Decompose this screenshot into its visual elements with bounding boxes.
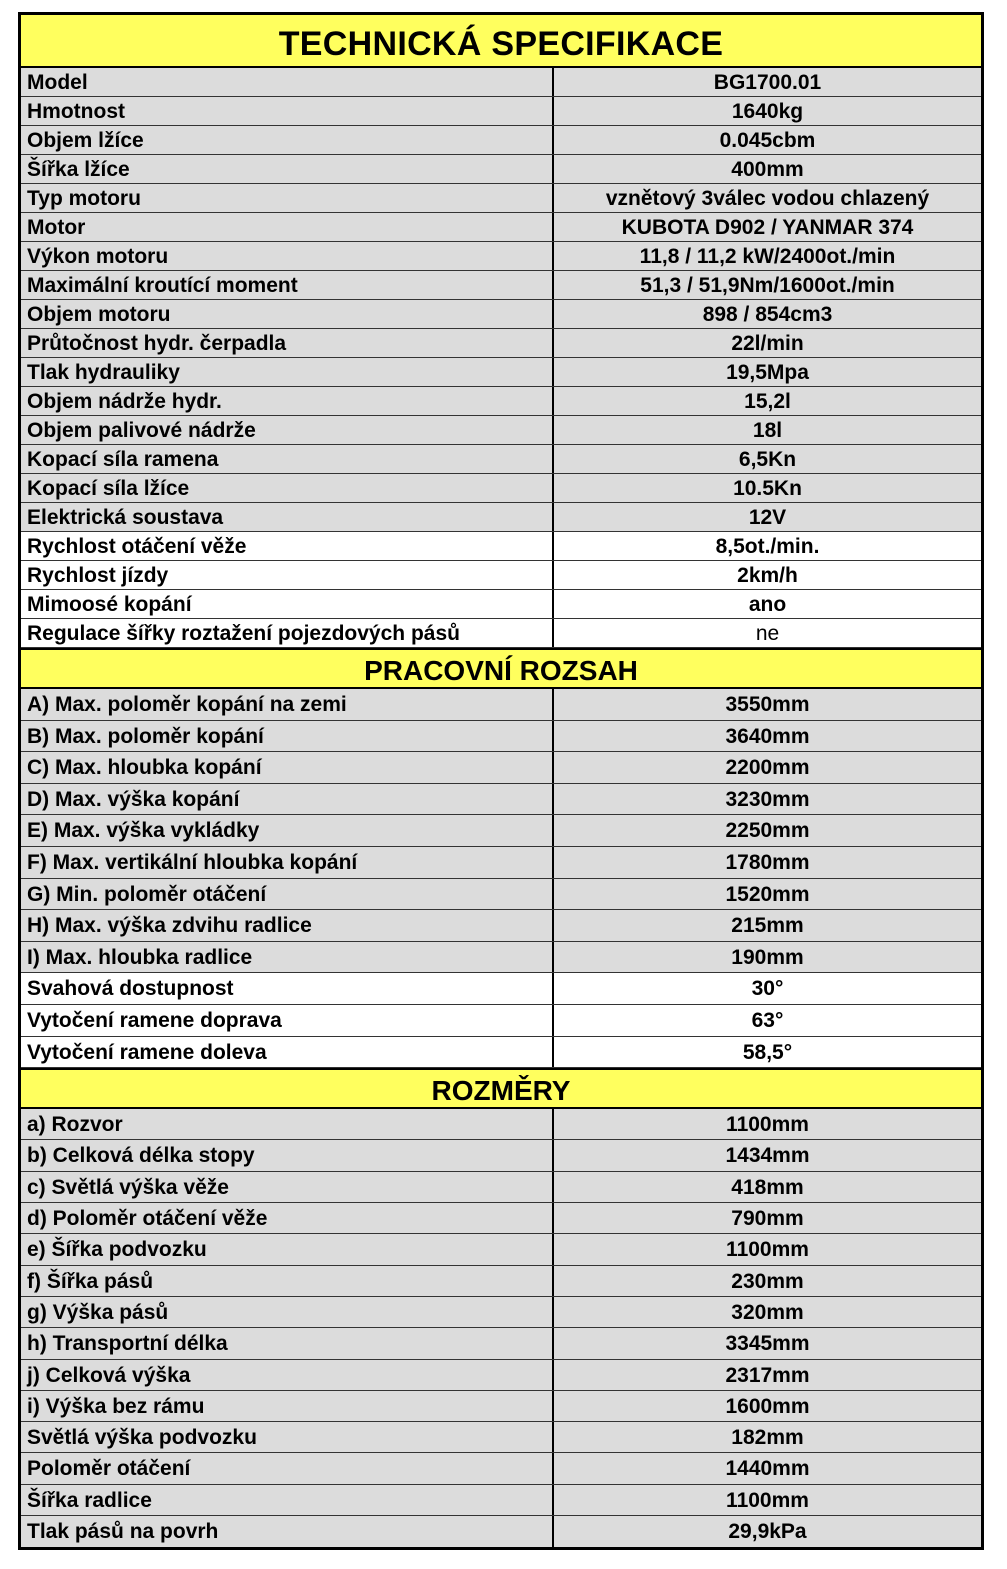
spec-row — [21, 784, 981, 816]
spec-row — [21, 184, 981, 213]
section-dimensions — [21, 1068, 981, 1547]
spec-row — [21, 1037, 981, 1069]
spec-label: Světlá výška podvozku — [21, 1422, 554, 1452]
spec-row — [21, 1391, 981, 1422]
section-title: TECHNICKÁ SPECIFIKACE — [21, 15, 981, 68]
spec-value: 3345mm — [725, 1332, 810, 1356]
spec-row — [21, 1485, 981, 1516]
spec-sheet — [18, 12, 984, 1550]
spec-value: 51,3 / 51,9Nm/1600ot./min — [640, 274, 895, 297]
spec-value: 6,5Kn — [738, 448, 797, 471]
spec-value: 15,2l — [744, 390, 791, 413]
spec-row — [21, 445, 981, 474]
spec-value: 1600mm — [725, 1394, 810, 1418]
spec-value: 215mm — [731, 914, 804, 938]
spec-row — [21, 416, 981, 445]
spec-label: Tlak hydrauliky — [21, 358, 554, 386]
spec-value: 0.045cbm — [719, 129, 816, 152]
section-technical-specification — [21, 15, 981, 648]
spec-value: vznětový 3válec vodou chlazený — [605, 187, 930, 210]
spec-value: 182mm — [731, 1426, 804, 1450]
spec-row — [21, 1328, 981, 1359]
spec-value: 2km/h — [737, 564, 798, 587]
spec-label: Šířka radlice — [21, 1485, 554, 1515]
spec-value: 2250mm — [725, 819, 810, 843]
spec-label: Motor — [21, 213, 554, 241]
spec-row — [21, 973, 981, 1005]
spec-label: g) Výška pásů — [21, 1297, 554, 1327]
spec-value: KUBOTA D902 / YANMAR 374 — [621, 216, 914, 239]
spec-value: 320mm — [731, 1300, 804, 1324]
spec-label: j) Celková výška — [21, 1360, 554, 1390]
spec-label: Model — [21, 68, 554, 96]
spec-label: Mimoosé kopání — [21, 590, 554, 618]
spec-value: 18l — [752, 419, 783, 442]
spec-value: 1100mm — [726, 1238, 809, 1262]
spec-value: 19,5Mpa — [726, 361, 809, 384]
spec-label: H) Max. výška zdvihu radlice — [21, 910, 554, 941]
spec-label: e) Šířka podvozku — [21, 1234, 554, 1264]
spec-row — [21, 532, 981, 561]
spec-row — [21, 721, 981, 753]
spec-value: 400mm — [731, 158, 804, 181]
spec-label: c) Světlá výška věže — [21, 1172, 554, 1202]
spec-value: 230mm — [731, 1269, 804, 1293]
spec-label: Vytočení ramene doleva — [21, 1037, 554, 1068]
spec-label: Objem motoru — [21, 300, 554, 328]
spec-row — [21, 503, 981, 532]
spec-row — [21, 847, 981, 879]
spec-value: 2200mm — [725, 756, 810, 780]
spec-row — [21, 619, 981, 648]
spec-label: Kopací síla lžíce — [21, 474, 554, 502]
spec-value: 418mm — [731, 1175, 804, 1199]
spec-label: C) Max. hloubka kopání — [21, 752, 554, 783]
spec-label: Objem palivové nádrže — [21, 416, 554, 444]
spec-row — [21, 1234, 981, 1265]
spec-label: d) Poloměr otáčení věže — [21, 1203, 554, 1233]
section-title: ROZMĚRY — [21, 1068, 981, 1109]
spec-row — [21, 752, 981, 784]
spec-value: 1440mm — [725, 1457, 810, 1481]
spec-value: 1100mm — [726, 1113, 809, 1137]
spec-row — [21, 910, 981, 942]
spec-row — [21, 815, 981, 847]
spec-row — [21, 358, 981, 387]
spec-label: i) Výška bez rámu — [21, 1391, 554, 1421]
spec-row — [21, 97, 981, 126]
spec-value: 790mm — [731, 1207, 804, 1231]
spec-value: ano — [748, 593, 787, 616]
spec-value: 190mm — [731, 945, 804, 969]
spec-value: 22l/min — [731, 332, 804, 355]
spec-row — [21, 561, 981, 590]
spec-label: Kopací síla ramena — [21, 445, 554, 473]
spec-label: Poloměr otáčení — [21, 1453, 554, 1483]
spec-value: 8,5ot./min. — [715, 535, 820, 558]
section-working-range — [21, 648, 981, 1068]
spec-value: 2317mm — [725, 1363, 810, 1387]
spec-label: f) Šířka pásů — [21, 1266, 554, 1296]
spec-label: a) Rozvor — [21, 1109, 554, 1139]
spec-row — [21, 1109, 981, 1140]
spec-row — [21, 126, 981, 155]
spec-value: 3550mm — [725, 693, 810, 716]
spec-row — [21, 271, 981, 300]
spec-row — [21, 387, 981, 416]
spec-row — [21, 1422, 981, 1453]
spec-label: A) Max. poloměr kopání na zemi — [21, 689, 554, 720]
spec-label: F) Max. vertikální hloubka kopání — [21, 847, 554, 878]
spec-value: 1434mm — [725, 1144, 810, 1168]
spec-row — [21, 300, 981, 329]
spec-row — [21, 590, 981, 619]
spec-label: Výkon motoru — [21, 242, 554, 270]
spec-row — [21, 1172, 981, 1203]
spec-value: 12V — [748, 506, 787, 529]
spec-label: Regulace šířky roztažení pojezdových pásů — [21, 619, 554, 647]
spec-row — [21, 1360, 981, 1391]
spec-value: 1100mm — [726, 1488, 809, 1512]
spec-row — [21, 1005, 981, 1037]
spec-value: 58,5° — [742, 1040, 793, 1064]
spec-label: Objem nádrže hydr. — [21, 387, 554, 415]
spec-row — [21, 689, 981, 721]
spec-label: Objem lžíce — [21, 126, 554, 154]
spec-value: 1780mm — [725, 850, 810, 874]
spec-label: Svahová dostupnost — [21, 973, 554, 1004]
spec-label: I) Max. hloubka radlice — [21, 942, 554, 973]
spec-value: 63° — [751, 1008, 784, 1032]
spec-row — [21, 329, 981, 358]
spec-label: Typ motoru — [21, 184, 554, 212]
spec-label: Vytočení ramene doprava — [21, 1005, 554, 1036]
spec-label: Maximální kroutící moment — [21, 271, 554, 299]
spec-row — [21, 1203, 981, 1234]
spec-row — [21, 68, 981, 97]
spec-label: Rychlost otáčení věže — [21, 532, 554, 560]
spec-value: 30° — [751, 977, 784, 1001]
spec-value: 3640mm — [725, 724, 810, 748]
spec-value: 3230mm — [725, 787, 810, 811]
spec-label: Elektrická soustava — [21, 503, 554, 531]
spec-value: ne — [755, 622, 780, 645]
spec-value: 29,9kPa — [728, 1519, 807, 1543]
spec-row — [21, 1140, 981, 1171]
spec-value: 11,8 / 11,2 kW/2400ot./min — [639, 245, 896, 268]
spec-label: B) Max. poloměr kopání — [21, 721, 554, 752]
spec-row — [21, 1297, 981, 1328]
spec-row — [21, 1516, 981, 1547]
spec-label: Rychlost jízdy — [21, 561, 554, 589]
spec-label: D) Max. výška kopání — [21, 784, 554, 815]
spec-value: 898 / 854cm3 — [702, 303, 833, 326]
spec-value: BG1700.01 — [713, 71, 822, 94]
spec-label: h) Transportní délka — [21, 1328, 554, 1358]
spec-value: 10.5Kn — [733, 477, 802, 500]
spec-row — [21, 213, 981, 242]
spec-row — [21, 474, 981, 503]
spec-label: Tlak pásů na povrh — [21, 1516, 554, 1547]
spec-row — [21, 1453, 981, 1484]
spec-value: 1640kg — [731, 100, 804, 123]
spec-label: Hmotnost — [21, 97, 554, 125]
spec-label: b) Celková délka stopy — [21, 1140, 554, 1170]
spec-row — [21, 155, 981, 184]
spec-label: G) Min. poloměr otáčení — [21, 879, 554, 910]
spec-value: 1520mm — [725, 882, 810, 906]
spec-label: Průtočnost hydr. čerpadla — [21, 329, 554, 357]
spec-row — [21, 242, 981, 271]
spec-label: Šířka lžíce — [21, 155, 554, 183]
section-title: PRACOVNÍ ROZSAH — [21, 648, 981, 689]
spec-row — [21, 879, 981, 911]
spec-label: E) Max. výška vykládky — [21, 815, 554, 846]
spec-row — [21, 1266, 981, 1297]
spec-row — [21, 942, 981, 974]
